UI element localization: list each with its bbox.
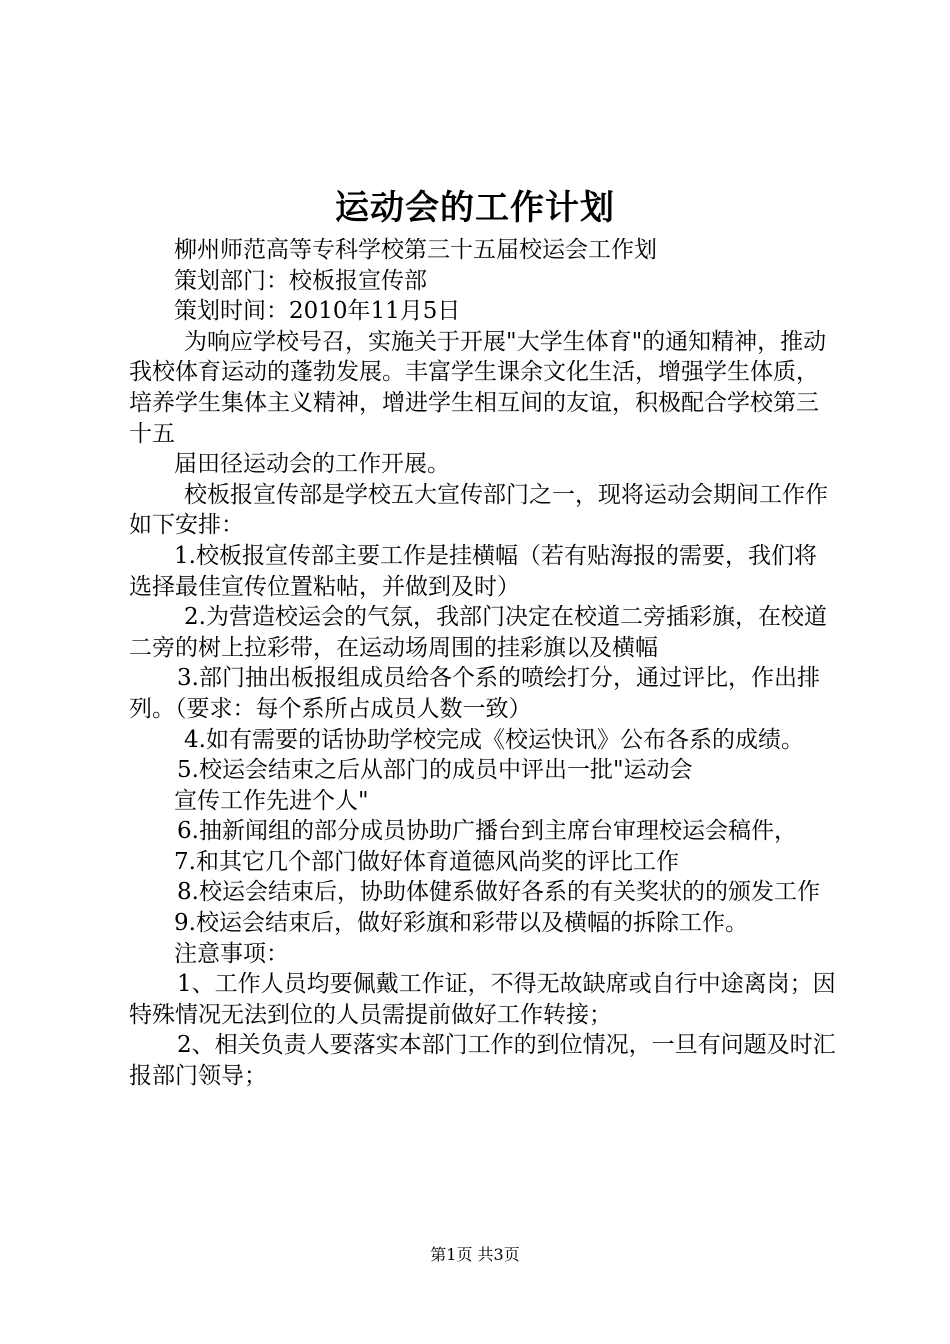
note-item-2: 2、相关负责人要落实本部门工作的到位情况，一旦有问题及时汇报部门领导； <box>129 1032 836 1090</box>
list-item-1: 1.校板报宣传部主要工作是挂横幅（若有贴海报的需要，我们将选择最佳宣传位置粘帖，并做到及时） <box>129 542 817 600</box>
page-number: 第1页 共3页 <box>430 1245 520 1264</box>
document-body <box>129 235 839 1092</box>
paragraph-department: 策划部门：校板报宣传部 <box>174 267 427 294</box>
paragraph-intro: 校板报宣传部是学校五大宣传部门之一，现将运动会期间工作作如下安排： <box>129 481 828 539</box>
list-item-3: 3.部门抽出板报组成员给各个系的喷绘打分，通过评比，作出排列。（要求：每个系所占成员人数一致） <box>129 665 820 722</box>
list-item-8: 8.校运会结束后，协助体健系做好各系的有关奖状的的颁发工作 <box>177 879 820 906</box>
document-title: 运动会的工作计划 <box>335 188 615 228</box>
list-item-9: 9.校运会结束后，做好彩旗和彩带以及横幅的拆除工作。 <box>174 910 748 937</box>
notes-heading: 注意事项： <box>174 940 289 967</box>
paragraph-school-header: 柳州师范高等专科学校第三十五届校运会工作划 <box>174 237 657 263</box>
note-item-1: 1、工作人员均要佩戴工作证，不得无故缺席或自行中途离岗；因特殊情况无法到位的人员需提前做好工作转接； <box>129 971 836 1028</box>
list-item-7: 7.和其它几个部门做好体育道德风尚奖的评比工作 <box>174 848 679 875</box>
list-item-6: 6.抽新闻组的部分成员协助广播台到主席台审理校运会稿件， <box>177 818 797 845</box>
paragraph-purpose: 为响应学校号召，实施关于开展"大学生体育"的通知精神，推动我校体育运动的蓬勃发展。丰富学生课余文化生活，增强学生体质，培养学生集体主义精神，增进学生相互间的友谊，积极配合学校第三十五 <box>129 328 827 447</box>
paragraph-purpose-cont: 届田径运动会的工作开展。 <box>174 451 450 478</box>
list-item-5-cont: 宣传工作先进个人" <box>174 787 369 814</box>
list-item-5: 5.校运会结束之后从部门的成员中评出一批"运动会 <box>177 757 693 784</box>
list-item-2: 2.为营造校运会的气氛，我部门决定在校道二旁插彩旗，在校道二旁的树上拉彩带，在运动场周围的挂彩旗以及横幅 <box>129 604 827 661</box>
list-item-4: 4.如有需要的话协助学校完成《校运快讯》公布各系的成绩。 <box>184 726 804 753</box>
paragraph-date: 策划时间：2010年11月5日 <box>174 298 461 325</box>
